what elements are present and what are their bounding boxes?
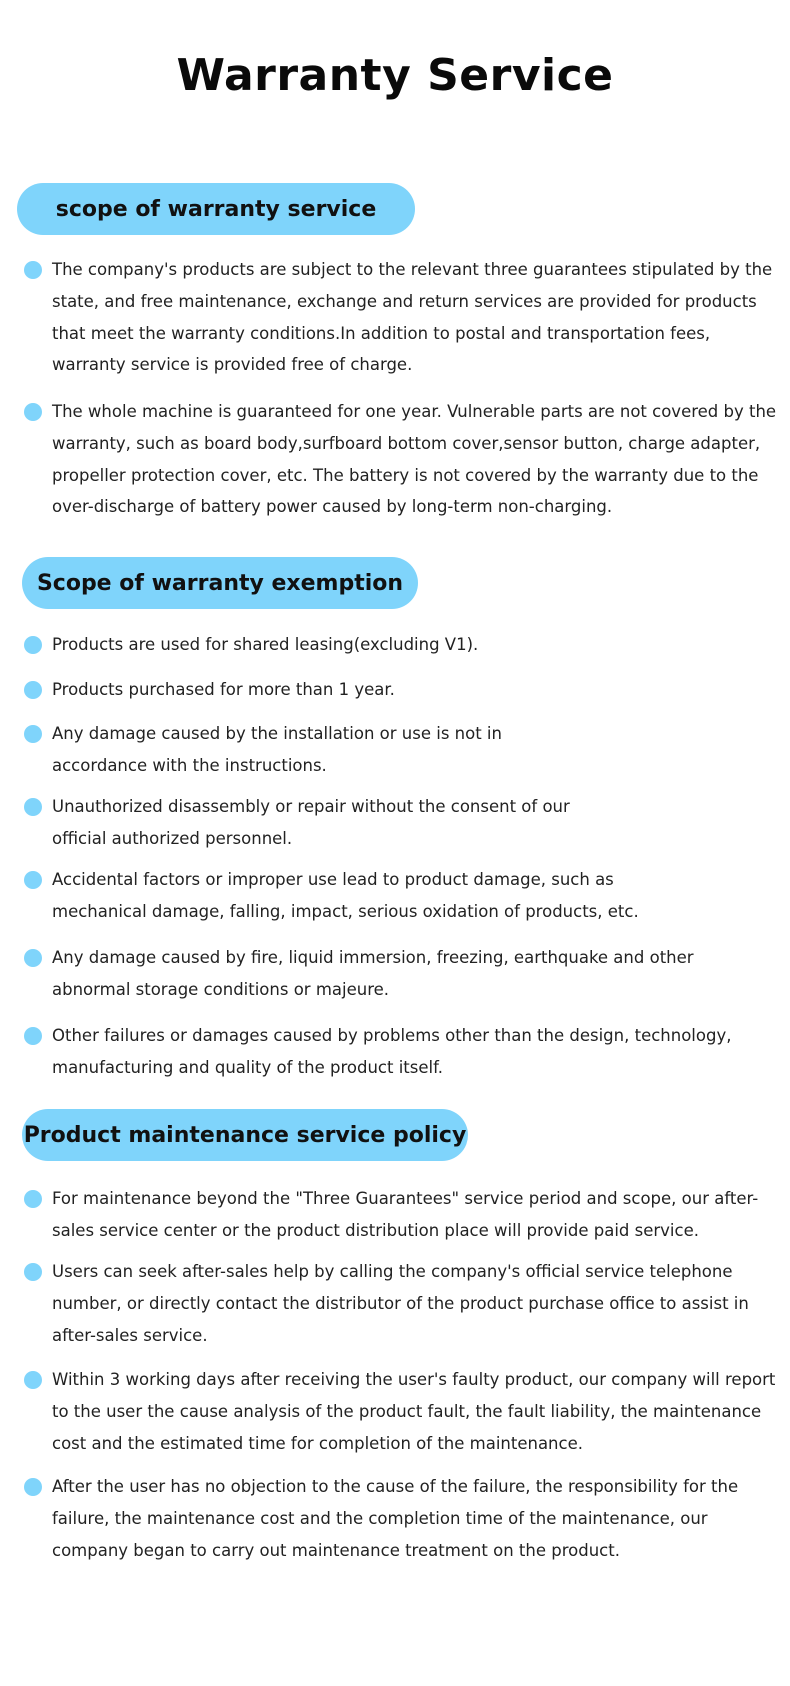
bullet-dot [24,1371,42,1389]
bullet-dot [24,1027,42,1045]
list-item: After the user has no objection to the cause of the failure, the responsibility for the failure, the maintenance cost and the completion time of the maintenance, our company began to carry out maintenance treatment on the product. [52,1477,739,1560]
bullet-dot [24,681,42,699]
list-item: Within 3 working days after receiving the user's faulty product, our company will report to the user the cause analysis of the product fault, the fault liability, the maintenance cost and the estimated time for completion of the maintenance. [52,1370,776,1453]
list-item: The company's products are subject to the relevant three guarantees stipulated by the state, and free maintenance, exchange and return services are provided for products that meet the warranty conditions.In addition to postal and transportation fees, warranty service is provided free of charge. [52,260,773,375]
section-heading-maintenance-policy [22,1109,468,1161]
list-item: Accidental factors or improper use lead to product damage, such as mechanical damage, falling, impact, serious oxidation of products, etc. [52,870,639,921]
bullet-dot [24,871,42,889]
list-item: Products purchased for more than 1 year. [52,680,395,699]
section-heading-label: Scope of warranty exemption [36,570,404,596]
list-item: Any damage caused by fire, liquid immersion, freezing, earthquake and other abnormal storage conditions or majeure. [52,948,694,999]
list-item: Any damage caused by the installation or use is not in accordance with the instructions. [52,724,502,775]
section-heading-label: scope of warranty service [55,196,377,222]
section-heading-label: Product maintenance service policy [23,1122,467,1148]
list-item: For maintenance beyond the "Three Guarantees" service period and scope, our after-sales service center or the product distribution place will provide paid service. [52,1189,759,1240]
section-heading-warranty-scope [17,183,415,235]
bullet-dot [24,1263,42,1281]
bullet-dot [24,261,42,279]
bullet-dot [24,1190,42,1208]
list-item: Other failures or damages caused by problems other than the design, technology, manufacturing and quality of the product itself. [52,1026,732,1077]
bullet-dot [24,725,42,743]
list-item: Users can seek after-sales help by calling the company's official service telephone number, or directly contact the distributor of the product purchase office to assist in after-sales service. [52,1262,749,1345]
list-item: The whole machine is guaranteed for one year. Vulnerable parts are not covered by the warranty, such as board body,surfboard bottom cover,sensor button, charge adapter, propeller protection cover, etc. The battery is not covered by the warranty due to the over-discharge of battery power caused by long-term non-charging. [52,402,777,517]
page-title: Warranty Service [176,50,614,101]
bullet-dot [24,798,42,816]
bullet-dot [24,949,42,967]
list-item: Unauthorized disassembly or repair without the consent of our official authorized personnel. [52,797,570,848]
bullet-dot [24,636,42,654]
list-item: Products are used for shared leasing(excluding V1). [52,635,479,654]
bullet-dot [24,1478,42,1496]
section-heading-warranty-exemption [22,557,418,609]
bullet-dot [24,403,42,421]
